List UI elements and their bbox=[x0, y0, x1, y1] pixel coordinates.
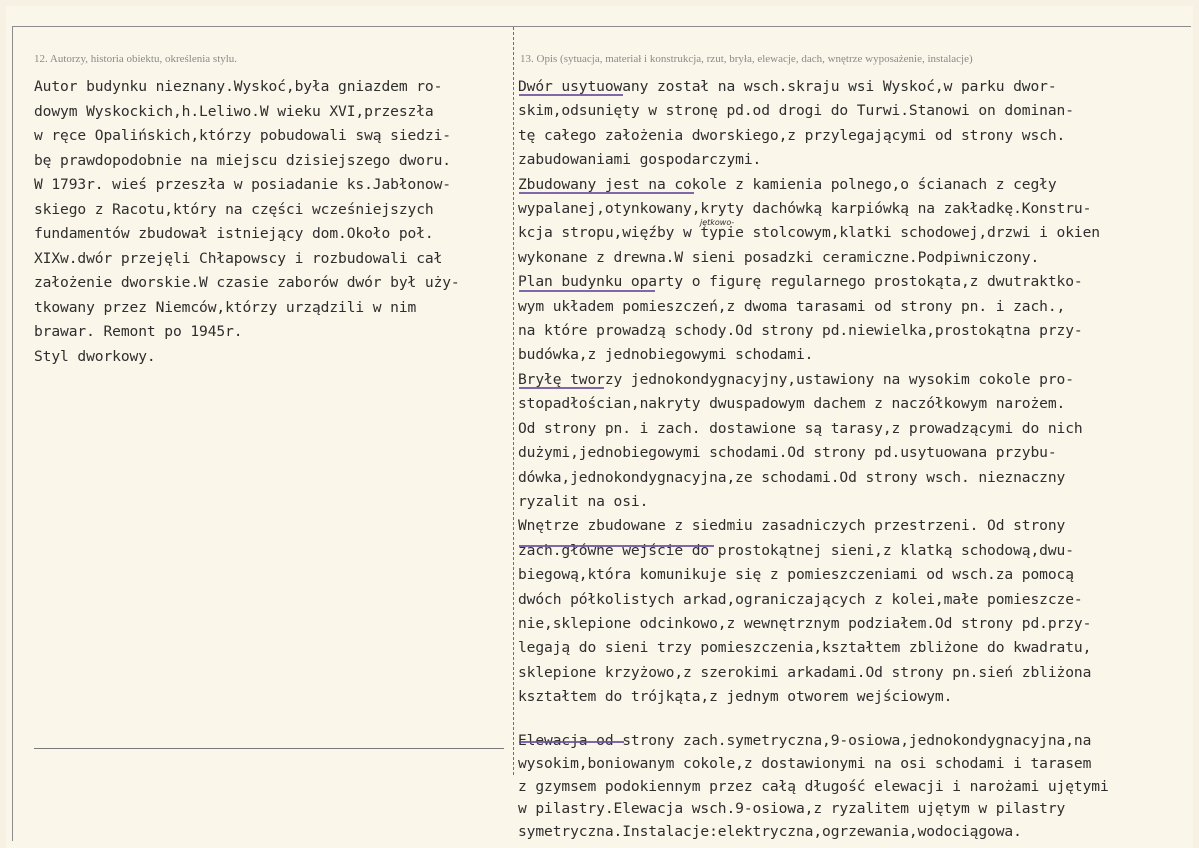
right-text-line: dwóch półkolistych arkad,ograniczających z kolei,małe pomieszcze- bbox=[518, 590, 1083, 608]
left-bottom-rule bbox=[34, 748, 504, 749]
right-column-text bbox=[518, 75, 1100, 710]
underline-wnetrze bbox=[519, 545, 714, 547]
right-text-line: na które prowadzą schody.Od strony pd.niewielka,prostokątna przy- bbox=[518, 322, 1083, 340]
left-text-line: fundamentów zbudował istniejący dom.Około poł. bbox=[34, 225, 434, 242]
section-13-heading: 13. Opis (sytuacja, materiał i konstrukcja, rzut, bryła, elewacje, dach, wnętrze wyposażenie, instalacje) bbox=[520, 53, 973, 65]
right-text-line: Bryłę tworzy jednokondygnacyjny,ustawiony na wysokim cokole pro- bbox=[518, 370, 1074, 388]
right-bottom-text-line: symetryczna.Instalacje:elektryczna,ogrzewania,wodociągowa. bbox=[518, 823, 1022, 841]
right-text-line: Dwór usytuowany został na wsch.skraju wsi Wyskoć,w parku dwor- bbox=[518, 78, 1057, 95]
left-text-line: w ręce Opalińskich,którzy pobudowali swą siedzi- bbox=[34, 127, 451, 144]
right-bottom-text-line: Elewacja od strony zach.symetryczna,9-osiowa,jednokondygnacyjna,na bbox=[518, 732, 1092, 749]
left-text-line: założenie dworskie.W czasie zaborów dwór był uży- bbox=[34, 274, 460, 291]
right-text-line: Wnętrze zbudowane z siedmiu zasadniczych przestrzeni. Od strony bbox=[518, 517, 1066, 535]
left-text-line: bę prawdopodobnie na miejscu dzisiejszego dworu. bbox=[34, 151, 451, 169]
left-column-text bbox=[34, 75, 460, 369]
right-text-line: zach.główne wejście do prostokątnej sieni,z klatką schodową,dwu- bbox=[518, 541, 1074, 559]
left-text-line: dowym Wyskockich,h.Leliwo.W wieku XVI,przeszła bbox=[34, 102, 434, 120]
right-text-line: tę całego założenia dworskiego,z przylegającymi od strony wsch. bbox=[518, 126, 1066, 144]
right-text-line: Zbudowany jest na cokole z kamienia polnego,o ścianach z cegły bbox=[518, 175, 1057, 193]
right-text-line: wykonane z drewna.W sieni posadzki ceramiczne.Podpiwniczony. bbox=[518, 248, 1040, 266]
right-bottom-text-line: wysokim,boniowanym cokole,z dostawionymi na osi schodami i tarasem bbox=[518, 754, 1092, 772]
left-text-line: W 1793r. wieś przeszła w posiadanie ks.Jabłonow- bbox=[34, 176, 451, 193]
right-text-line: kształtem do trójkąta,z jednym otworem wejściowym. bbox=[518, 688, 953, 706]
underline-zbudowany bbox=[519, 192, 694, 194]
column-divider bbox=[513, 27, 514, 775]
left-text-line: tkowany przez Niemców,którzy urządzili w nim bbox=[34, 298, 417, 316]
right-text-line: nie,sklepione odcinkowo,z wewnętrznym podziałem.Od strony pd.przy- bbox=[518, 614, 1092, 632]
left-text-line: Autor budynku nieznany.Wyskoć,była gniazdem ro- bbox=[34, 78, 443, 95]
right-text-line: sklepione krzyżowo,z szerokimi arkadami.Od strony pn.sień zbliżona bbox=[518, 663, 1092, 681]
underline-elewacja bbox=[519, 741, 624, 743]
right-column-bottom-text bbox=[518, 730, 1109, 844]
right-text-line: budówka,z jednobiegowymi schodami. bbox=[518, 346, 814, 364]
right-bottom-text-line: w pilastry.Elewacja wsch.9-osiowa,z ryzalitem ujętym w pilastry bbox=[518, 800, 1066, 818]
underline-plan bbox=[519, 290, 655, 292]
right-text-line: Od strony pn. i zach. dostawione są tarasy,z prowadzącymi do nich bbox=[518, 419, 1083, 437]
right-text-line: Plan budynku oparty o figurę regularnego prostokąta,z dwutraktko- bbox=[518, 273, 1083, 291]
right-text-line: ryzalit na osi. bbox=[518, 492, 649, 510]
right-text-line: skim,odsunięty w stronę pd.od drogi do Turwi.Stanowi on dominan- bbox=[518, 102, 1074, 120]
section-12-heading: 12. Autorzy, historia obiektu, określenia stylu. bbox=[34, 53, 238, 65]
left-text-line: brawar. Remont po 1945r. bbox=[34, 323, 243, 340]
right-text-line: legają do sieni trzy pomieszczenia,kształtem zbliżone do kwadratu, bbox=[518, 639, 1092, 657]
right-text-line: wypalanej,otynkowany,kryty dachówką karpiówką na zakładkę.Konstru- bbox=[518, 200, 1092, 218]
left-text-line: Styl dworkowy. bbox=[34, 347, 156, 365]
left-text-line: XIXw.dwór przejęli Chłapowscy i rozbudowali cał bbox=[34, 249, 443, 267]
right-text-line: biegową,która komunikuje się z pomieszczeniami od wsch.za pomocą bbox=[518, 566, 1074, 584]
handwritten-note: jętkowo- bbox=[700, 218, 735, 227]
right-text-line: dówka,jednokondygnacyjna,ze schodami.Od strony wsch. nieznaczny bbox=[518, 468, 1066, 486]
left-text-line: skiego z Racotu,który na części wcześniejszych bbox=[34, 200, 434, 218]
right-text-line: dużymi,jednobiegowymi schodami.Od strony pd.usytuowana przybu- bbox=[518, 444, 1057, 462]
right-text-line: stopadłościan,nakryty dwuspadowym dachem z naczółkowym narożem. bbox=[518, 395, 1066, 413]
underline-bryle bbox=[519, 387, 604, 389]
right-text-line: wym układem pomieszczeń,z dwoma tarasami od strony pn. i zach., bbox=[518, 297, 1066, 315]
right-text-line: zabudowaniami gospodarczymi. bbox=[518, 151, 762, 169]
right-bottom-text-line: z gzymsem podokiennym przez całą długość elewacji i narożami ujętymi bbox=[518, 777, 1109, 795]
right-text-line: kcja stropu,więźby w typie stolcowym,klatki schodowej,drzwi i okien bbox=[518, 224, 1100, 242]
underline-dwor bbox=[519, 94, 623, 96]
